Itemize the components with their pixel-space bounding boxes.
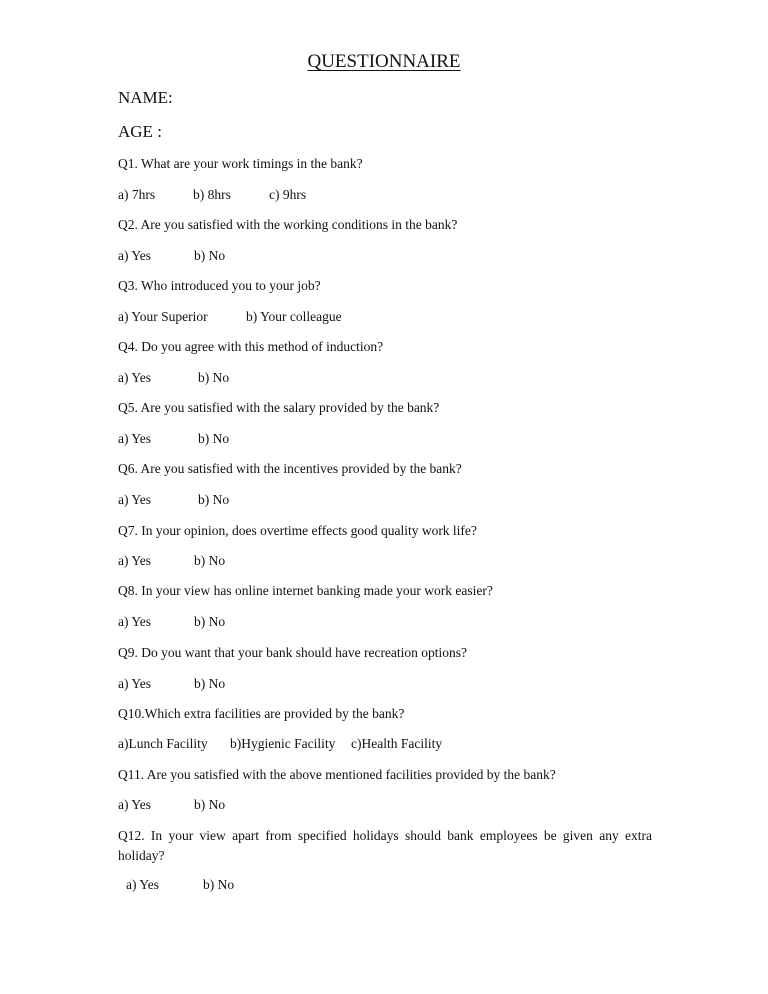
option-b: b) Your colleague xyxy=(246,309,342,324)
option-b: b) 8hrs xyxy=(193,187,231,202)
name-field-label: NAME: xyxy=(118,88,173,107)
option-a: a) Yes xyxy=(118,248,152,263)
option-a: a) 7hrs xyxy=(118,187,156,202)
option-a: a) Yes xyxy=(118,676,152,691)
question-1: Q1. What are your work timings in the bank? xyxy=(118,156,363,171)
question-9: Q9. Do you want that your bank should have recreation options? xyxy=(118,645,468,660)
question-2: Q2. Are you satisfied with the working conditions in the bank? xyxy=(118,217,458,232)
option-b: b) No xyxy=(194,248,226,263)
option-a: a) Yes xyxy=(126,877,160,892)
option-b: b) No xyxy=(194,797,226,812)
question-7: Q7. In your opinion, does overtime effects good quality work life? xyxy=(118,523,477,538)
option-b: b) No xyxy=(198,492,230,507)
option-b: b) No xyxy=(194,614,226,629)
question-6: Q6. Are you satisfied with the incentives provided by the bank? xyxy=(118,461,462,476)
option-a: a) Yes xyxy=(118,431,152,446)
option-a: a) Yes xyxy=(118,797,152,812)
option-a: a)Lunch Facility xyxy=(118,736,208,751)
page-title: QUESTIONNAIRE xyxy=(307,51,461,72)
option-b: b) No xyxy=(194,676,226,691)
question-3: Q3. Who introduced you to your job? xyxy=(118,278,321,293)
option-a: a) Your Superior xyxy=(118,309,208,324)
question-10: Q10.Which extra facilities are provided by the bank? xyxy=(118,706,405,721)
question-8: Q8. In your view has online internet banking made your work easier? xyxy=(118,583,493,598)
option-b: b) No xyxy=(198,370,230,385)
option-b: b) No xyxy=(198,431,230,446)
option-a: a) Yes xyxy=(118,553,152,568)
question-4: Q4. Do you agree with this method of induction? xyxy=(118,339,384,354)
option-c: c) 9hrs xyxy=(269,187,307,202)
option-a: a) Yes xyxy=(118,492,152,507)
question-11: Q11. Are you satisfied with the above mentioned facilities provided by the bank? xyxy=(118,767,556,782)
option-c: c)Health Facility xyxy=(351,736,443,751)
option-a: a) Yes xyxy=(118,614,152,629)
option-b: b) No xyxy=(203,877,235,892)
option-b: b) No xyxy=(194,553,226,568)
age-field-label: AGE : xyxy=(118,122,162,141)
question-12: Q12. In your view apart from specified holidays should bank employees be given any extra holiday? xyxy=(118,828,652,863)
option-b: b)Hygienic Facility xyxy=(230,736,336,751)
option-a: a) Yes xyxy=(118,370,152,385)
question-5: Q5. Are you satisfied with the salary provided by the bank? xyxy=(118,400,440,415)
